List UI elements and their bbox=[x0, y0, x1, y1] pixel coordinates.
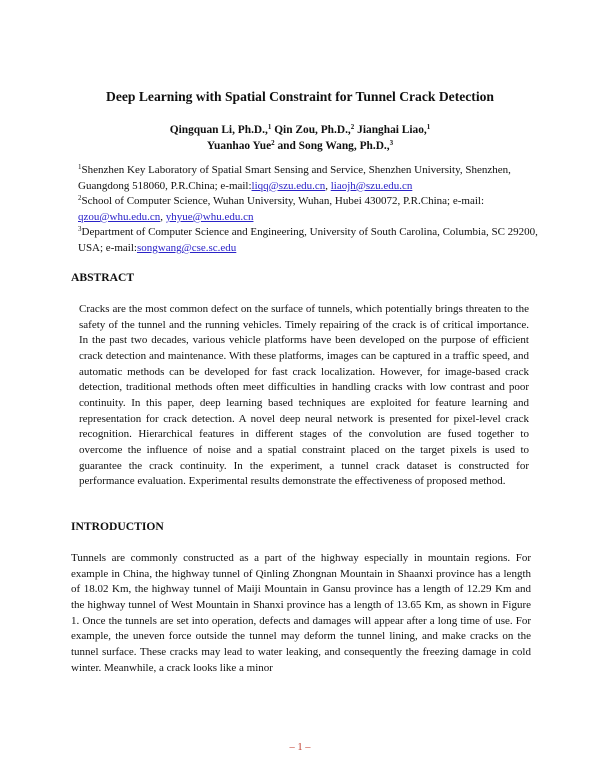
affiliation-3 bbox=[78, 225, 538, 256]
author-affiliation-mark: 1 bbox=[267, 123, 272, 131]
author-affiliation-mark: 1 bbox=[426, 123, 431, 131]
author-name: and Song Wang, Ph.D., bbox=[274, 140, 390, 152]
page-number: – 1 – bbox=[289, 742, 311, 753]
introduction-heading: INTRODUCTION bbox=[71, 520, 164, 533]
introduction-text: Tunnels are commonly constructed as a part of the highway especially in mountain regions. For example in China, the highway tunnel of Qinling Zhongnan Mountain in Shaanxi province has a length of 18.02 Km, the highway tunnel of Maiji Mountain in Gansu province has a length of 12.29 Km and the highway tunnel of West Mountain in Shanxi province has a length of 13.65 Km, as shown in Figure 1. Once the tunnels are set into operation, defects and damages will appear after a long time of use. For example, the uneven force outside the tunnel may deform the tunnel lining, and make cracks on the tunnel surface. These cracks may lead to water leaking, and consequently the freezing damage in cold winter. Meanwhile, a crack looks like a minor bbox=[71, 552, 531, 674]
author-name: Yuanhao Yue bbox=[206, 140, 272, 152]
author-affiliation-mark: 3 bbox=[389, 139, 394, 147]
abstract-heading: ABSTRACT bbox=[71, 271, 135, 284]
email-link[interactable]: qzou@whu.edu.cn bbox=[78, 210, 161, 223]
author-affiliation-mark: 2 bbox=[350, 123, 355, 131]
affiliation-mark: 2 bbox=[78, 194, 82, 203]
affiliation-mark: 3 bbox=[78, 225, 82, 234]
affiliation-mark: 1 bbox=[78, 163, 82, 171]
email-link[interactable]: liaojh@szu.edu.cn bbox=[330, 179, 413, 192]
affiliation-2 bbox=[78, 194, 538, 225]
author-name: Qingquan Li, Ph.D., bbox=[169, 124, 268, 136]
author-name: Qin Zou, Ph.D., bbox=[271, 124, 351, 136]
separator: , bbox=[325, 179, 331, 192]
authors-line-1 bbox=[0, 124, 600, 136]
author-name: Jianghai Liao, bbox=[354, 124, 427, 136]
separator: , bbox=[160, 210, 166, 223]
affiliation-1 bbox=[78, 163, 538, 194]
affiliations bbox=[78, 163, 538, 257]
email-link[interactable]: yhyue@whu.edu.cn bbox=[165, 210, 254, 223]
affiliation-text: Shenzhen Key Laboratory of Spatial Smart Sensing and Service, Shenzhen University, Shenzhen, Guangdong 518060, P.R.China; e-mail: bbox=[78, 164, 511, 192]
email-link[interactable]: songwang@cse.sc.edu bbox=[136, 241, 237, 254]
affiliation-text: Department of Computer Science and Engineering, University of South Carolina, Columbia, SC 29200, USA; e-mail: bbox=[78, 226, 538, 254]
abstract-text: Cracks are the most common defect on the surface of tunnels, which potentially brings threaten to the safety of the tunnel and the running vehicles. Timely repairing of the crack is of critical importance. In the past two decades, various vehicle platforms have been developed on the purpose of efficient crack detection and maintenance. With these platforms, images can be captured in a traffic speed, and automatic methods can be developed for fast crack localization. However, for image-based crack detection, traditional methods often meet difficulties in handling cracks with low contrast and poor continuity. In this paper, deep learning based techniques are exploited for feature learning and representation for crack detection. A novel deep neural network is presented for pixel-level crack recognition. Hierarchical features in different stages of the convolution are fused together to overcome the influence of noise and a spatial constraint placed on the target pixels is used to guarantee the crack continuity. In the experiment, a tunnel crack dataset is constructed for performance evaluation. Experimental results demonstrate the effectiveness of proposed method. bbox=[79, 303, 529, 488]
paper-title: Deep Learning with Spatial Constraint for Tunnel Crack Detection bbox=[106, 89, 494, 104]
author-affiliation-mark: 2 bbox=[271, 139, 275, 147]
email-link[interactable]: liqq@szu.edu.cn bbox=[251, 179, 326, 192]
affiliation-text: School of Computer Science, Wuhan University, Wuhan, Hubei 430072, P.R.China; e-mail: bbox=[81, 195, 484, 208]
authors-line-2 bbox=[0, 140, 600, 152]
